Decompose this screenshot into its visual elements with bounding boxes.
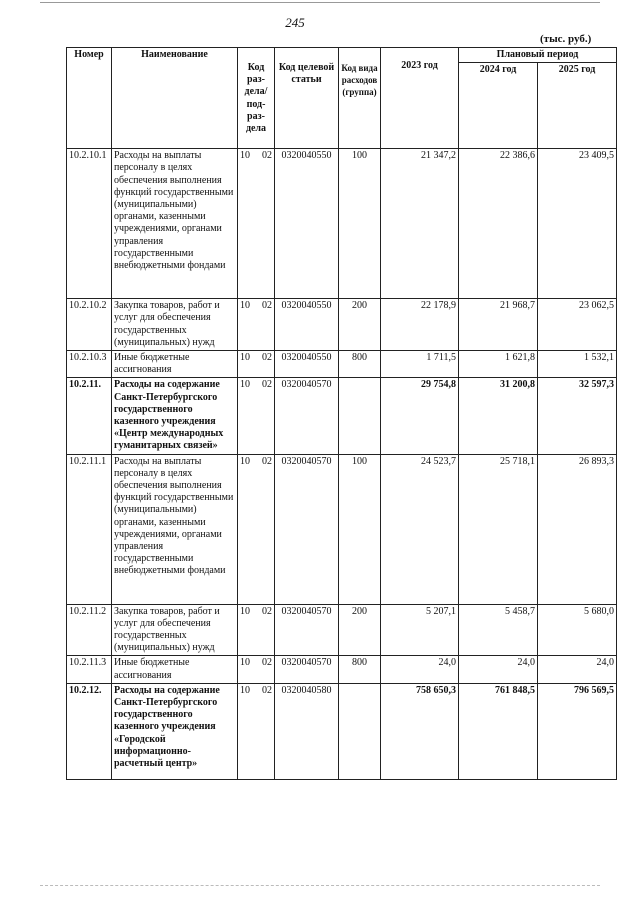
row-section-code (238, 656, 275, 683)
table-row (67, 378, 617, 454)
row-expense-type (339, 378, 381, 454)
row-section-code (238, 351, 275, 378)
row-number: 10.2.11.1 (67, 454, 112, 604)
budget-table (66, 47, 617, 780)
row-number: 10.2.12. (67, 683, 112, 779)
row-section-code (238, 378, 275, 454)
row-value-2024: 21 968,7 (459, 299, 538, 351)
top-rule (40, 2, 600, 3)
row-value-2023: 758 650,3 (381, 683, 459, 779)
table-row (67, 351, 617, 378)
header-row-1 (67, 48, 617, 63)
row-section-code (238, 149, 275, 299)
row-value-2025: 32 597,3 (538, 378, 617, 454)
row-value-2023: 1 711,5 (381, 351, 459, 378)
row-expense-type: 800 (339, 351, 381, 378)
subsection-code: 02 (262, 379, 272, 391)
subsection-code: 02 (262, 352, 272, 364)
row-name: Закупка товаров, работ и услуг для обеспечения государственных (муниципальных) нужд (112, 299, 238, 351)
row-section-code (238, 454, 275, 604)
row-target-code: 0320040550 (275, 351, 339, 378)
row-target-code: 0320040550 (275, 149, 339, 299)
row-number: 10.2.10.3 (67, 351, 112, 378)
header-expense-type-code: Код вида расходов (группа) (339, 48, 381, 149)
row-value-2024: 22 386,6 (459, 149, 538, 299)
units-label: (тыс. руб.) (540, 33, 592, 45)
row-value-2024: 5 458,7 (459, 604, 538, 656)
row-name: Расходы на выплаты персоналу в целях обеспечения выполнения функций государственными (муниципальными) органами, казенными учреждениями, органами управления государственными внебюджетными фондами (112, 149, 238, 299)
row-value-2024: 761 848,5 (459, 683, 538, 779)
header-plan-period: Плановый период (459, 48, 617, 63)
table-row (67, 683, 617, 779)
table-row (67, 454, 617, 604)
subsection-code: 02 (262, 150, 272, 162)
row-expense-type: 200 (339, 604, 381, 656)
row-expense-type: 100 (339, 149, 381, 299)
subsection-code: 02 (262, 684, 272, 696)
row-value-2025: 24,0 (538, 656, 617, 683)
row-value-2024: 1 621,8 (459, 351, 538, 378)
section-code: 10 (240, 300, 250, 312)
row-name: Закупка товаров, работ и услуг для обеспечения государственных (муниципальных) нужд (112, 604, 238, 656)
row-value-2023: 5 207,1 (381, 604, 459, 656)
section-code: 10 (240, 352, 250, 364)
row-value-2025: 796 569,5 (538, 683, 617, 779)
row-target-code: 0320040550 (275, 299, 339, 351)
row-value-2023: 29 754,8 (381, 378, 459, 454)
row-name: Иные бюджетные ассигнования (112, 351, 238, 378)
row-value-2025: 23 409,5 (538, 149, 617, 299)
section-code: 10 (240, 605, 250, 617)
row-number: 10.2.10.1 (67, 149, 112, 299)
header-year-2025: 2025 год (538, 63, 617, 149)
header-name: Наименование (112, 48, 238, 149)
subsection-code: 02 (262, 455, 272, 467)
row-name: Иные бюджетные ассигнования (112, 656, 238, 683)
row-value-2025: 1 532,1 (538, 351, 617, 378)
section-code: 10 (240, 150, 250, 162)
row-target-code: 0320040570 (275, 656, 339, 683)
row-name: Расходы на выплаты персоналу в целях обеспечения выполнения функций государственными (муниципальными) органами, казенными учреждениями, органами управления государственными внебюджетными фондами (112, 454, 238, 604)
section-code: 10 (240, 657, 250, 669)
header-year-2023: 2023 год (381, 48, 459, 149)
section-code: 10 (240, 455, 250, 467)
row-value-2023: 24 523,7 (381, 454, 459, 604)
row-section-code (238, 683, 275, 779)
row-name: Расходы на содержание Санкт-Петербургского государственного казенного учреждения «Центр международных гуманитарных связей» (112, 378, 238, 454)
row-section-code (238, 604, 275, 656)
header-year-2024: 2024 год (459, 63, 538, 149)
page-number: 245 (285, 15, 305, 30)
row-section-code (238, 299, 275, 351)
subsection-code: 02 (262, 605, 272, 617)
row-number: 10.2.10.2 (67, 299, 112, 351)
table-row (67, 299, 617, 351)
row-number: 10.2.11.2 (67, 604, 112, 656)
row-number: 10.2.11.3 (67, 656, 112, 683)
header-section-code: Код раз-дела/под-раз-дела (238, 48, 275, 149)
table-row (67, 656, 617, 683)
row-number: 10.2.11. (67, 378, 112, 454)
row-value-2025: 5 680,0 (538, 604, 617, 656)
row-expense-type: 100 (339, 454, 381, 604)
subsection-code: 02 (262, 300, 272, 312)
row-expense-type: 200 (339, 299, 381, 351)
row-target-code: 0320040570 (275, 454, 339, 604)
row-value-2024: 24,0 (459, 656, 538, 683)
row-expense-type (339, 683, 381, 779)
bottom-rule (40, 885, 600, 886)
header-number: Номер (67, 48, 112, 149)
subsection-code: 02 (262, 657, 272, 669)
row-target-code: 0320040570 (275, 604, 339, 656)
row-value-2023: 24,0 (381, 656, 459, 683)
section-code: 10 (240, 379, 250, 391)
row-target-code: 0320040570 (275, 378, 339, 454)
row-value-2023: 22 178,9 (381, 299, 459, 351)
header-target-code: Код целевой статьи (275, 48, 339, 149)
row-value-2024: 31 200,8 (459, 378, 538, 454)
row-name: Расходы на содержание Санкт-Петербургского государственного казенного учреждения «Городской информационно-расчетный центр» (112, 683, 238, 779)
row-value-2025: 23 062,5 (538, 299, 617, 351)
row-value-2024: 25 718,1 (459, 454, 538, 604)
row-value-2025: 26 893,3 (538, 454, 617, 604)
row-target-code: 0320040580 (275, 683, 339, 779)
row-expense-type: 800 (339, 656, 381, 683)
table-row (67, 149, 617, 299)
row-value-2023: 21 347,2 (381, 149, 459, 299)
table-row (67, 604, 617, 656)
section-code: 10 (240, 684, 250, 696)
